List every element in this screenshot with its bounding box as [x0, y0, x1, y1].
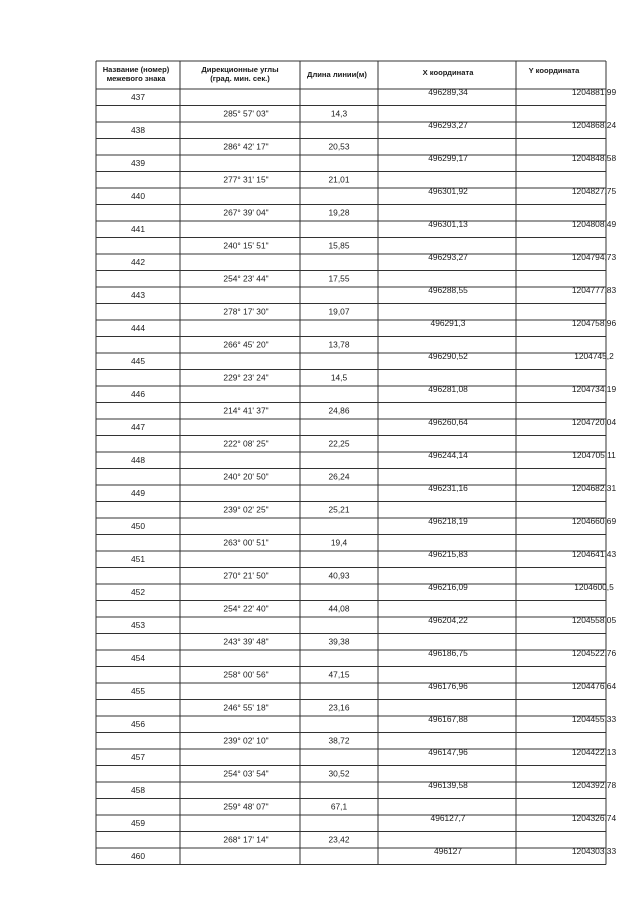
- point-name: 444: [131, 323, 145, 333]
- header-name-line2: межевого знака: [106, 74, 166, 83]
- point-x-coordinate: 496299,17: [428, 153, 468, 163]
- segment-length: 24,86: [328, 405, 350, 416]
- point-x-coordinate: 496186,75: [428, 648, 468, 658]
- segment-direction-angle: 266° 45' 20": [223, 339, 269, 350]
- point-x-coordinate: 496293,27: [428, 120, 468, 130]
- point-name: 457: [131, 752, 145, 762]
- point-name: 451: [131, 554, 145, 564]
- point-name: 443: [131, 290, 145, 300]
- point-name: 437: [131, 92, 145, 102]
- point-x-coordinate: 496215,83: [428, 549, 468, 559]
- point-name: 455: [131, 686, 145, 696]
- table-body: [131, 87, 616, 861]
- point-x-coordinate: 496147,96: [428, 747, 468, 757]
- point-x-coordinate: 496176,96: [428, 681, 468, 691]
- point-y-coordinate: 1204720,04: [571, 417, 617, 427]
- segment-length: 19,07: [328, 306, 350, 317]
- segment-direction-angle: 267° 39' 04": [223, 207, 269, 218]
- segment-length: 30,52: [328, 768, 350, 779]
- point-x-coordinate: 496293,27: [428, 252, 468, 262]
- point-x-coordinate: 496301,13: [428, 219, 468, 229]
- point-x-coordinate: 496231,16: [428, 483, 468, 493]
- point-name: 454: [131, 653, 145, 663]
- segment-direction-angle: 239° 02' 10": [223, 735, 269, 746]
- point-x-coordinate: 496290,52: [428, 351, 468, 361]
- segment-length: 17,55: [328, 273, 350, 284]
- segment-direction-angle: 239° 02' 25": [223, 504, 269, 515]
- segment-direction-angle: 246° 55' 18": [223, 702, 269, 713]
- point-y-coordinate: 1204455,33: [571, 714, 617, 724]
- point-name: 441: [131, 224, 145, 234]
- segment-direction-angle: 254° 22' 40": [223, 603, 269, 614]
- point-y-coordinate: 1204848,58: [571, 153, 617, 163]
- segment-direction-angle: 277° 31' 15": [223, 174, 269, 185]
- segment-direction-angle: 214° 41' 37": [223, 405, 269, 416]
- point-y-coordinate: 1204794,73: [571, 252, 617, 262]
- point-x-coordinate: 496204,22: [428, 615, 468, 625]
- segment-direction-angle: 286° 42' 17": [223, 141, 269, 152]
- point-y-coordinate: 1204827,75: [571, 186, 617, 196]
- segment-length: 14,3: [330, 108, 348, 119]
- segment-length: 23,42: [328, 834, 350, 845]
- point-x-coordinate: 496127: [434, 846, 462, 856]
- point-name: 449: [131, 488, 145, 498]
- point-name: 452: [131, 587, 145, 597]
- segment-length: 67,1: [330, 801, 348, 812]
- segment-direction-angle: 259° 48' 07": [223, 801, 269, 812]
- header-name-line1: Название (номер): [102, 65, 170, 74]
- point-y-coordinate: 1204303,33: [571, 846, 617, 856]
- segment-direction-angle: 285° 57' 03": [223, 108, 269, 119]
- point-x-coordinate: 496167,88: [428, 714, 468, 724]
- point-name: 459: [131, 818, 145, 828]
- segment-length: 19,28: [328, 207, 350, 218]
- table-header: [103, 65, 580, 83]
- point-name: 447: [131, 422, 145, 432]
- point-name: 458: [131, 785, 145, 795]
- segment-direction-angle: 229° 23' 24": [223, 372, 269, 383]
- point-y-coordinate: 1204777,83: [571, 285, 617, 295]
- point-y-coordinate: 1204868,24: [571, 120, 617, 130]
- header-x-coordinate: X координата: [422, 68, 474, 77]
- segment-length: 19,4: [330, 537, 348, 548]
- segment-length: 40,93: [328, 570, 350, 581]
- point-x-coordinate: 496301,92: [428, 186, 468, 196]
- segment-direction-angle: 263° 00' 51": [223, 537, 269, 548]
- segment-length: 14,5: [330, 372, 348, 383]
- segment-length: 26,24: [328, 471, 350, 482]
- segment-direction-angle: 240° 15' 51": [223, 240, 269, 251]
- segment-direction-angle: 270° 21' 50": [223, 570, 269, 581]
- segment-direction-angle: 278° 17' 30": [223, 306, 269, 317]
- segment-direction-angle: 240° 20' 50": [223, 471, 269, 482]
- segment-length: 25,21: [328, 504, 350, 515]
- header-y-coordinate: Y координата: [528, 66, 580, 75]
- segment-direction-angle: 243° 39' 48": [223, 636, 269, 647]
- segment-direction-angle: 258° 00' 56": [223, 669, 269, 680]
- point-name: 446: [131, 389, 145, 399]
- segment-length: 21,01: [328, 174, 350, 185]
- point-x-coordinate: 496127,7: [430, 813, 466, 823]
- point-y-coordinate: 1204758,96: [571, 318, 617, 328]
- segment-length: 22,25: [328, 438, 350, 449]
- point-x-coordinate: 496281,08: [428, 384, 468, 394]
- point-name: 456: [131, 719, 145, 729]
- point-y-coordinate: 1204734,19: [571, 384, 617, 394]
- segment-direction-angle: 254° 03' 54": [223, 768, 269, 779]
- point-x-coordinate: 496260,64: [428, 417, 468, 427]
- segment-length: 39,38: [328, 636, 350, 647]
- point-y-coordinate: 1204881,99: [571, 87, 617, 97]
- point-x-coordinate: 496244,14: [428, 450, 468, 460]
- point-y-coordinate: 1204326,74: [571, 813, 617, 823]
- segment-direction-angle: 254° 23' 44": [223, 273, 269, 284]
- segment-length: 13,78: [328, 339, 350, 350]
- point-x-coordinate: 496218,19: [428, 516, 468, 526]
- segment-direction-angle: 222° 08' 25": [223, 438, 269, 449]
- point-name: 460: [131, 851, 145, 861]
- header-length: Длина линии(м): [307, 70, 367, 79]
- point-x-coordinate: 496216,09: [428, 582, 468, 592]
- point-x-coordinate: 496291,3: [430, 318, 466, 328]
- point-name: 445: [131, 356, 145, 366]
- point-name: 442: [131, 257, 145, 267]
- segment-length: 15,85: [328, 240, 350, 251]
- point-y-coordinate: 1204682,31: [571, 483, 617, 493]
- point-y-coordinate: 1204808,49: [571, 219, 617, 229]
- point-y-coordinate: 1204600,5: [574, 582, 614, 592]
- segment-length: 20,53: [328, 141, 350, 152]
- point-y-coordinate: 1204660,69: [571, 516, 617, 526]
- point-y-coordinate: 1204476,64: [571, 681, 617, 691]
- point-name: 453: [131, 620, 145, 630]
- point-y-coordinate: 1204522,76: [571, 648, 617, 658]
- point-name: 450: [131, 521, 145, 531]
- point-y-coordinate: 1204392,78: [571, 780, 617, 790]
- segment-length: 47,15: [328, 669, 350, 680]
- table-grid: [96, 61, 606, 865]
- point-name: 439: [131, 158, 145, 168]
- point-name: 440: [131, 191, 145, 201]
- point-y-coordinate: 1204705,11: [572, 450, 616, 460]
- segment-length: 44,08: [328, 603, 350, 614]
- point-y-coordinate: 1204641,43: [571, 549, 617, 559]
- segment-length: 23,16: [328, 702, 350, 713]
- point-x-coordinate: 496288,55: [428, 285, 468, 295]
- segment-direction-angle: 268° 17' 14": [223, 834, 269, 845]
- point-name: 438: [131, 125, 145, 135]
- point-name: 448: [131, 455, 145, 465]
- point-y-coordinate: 1204422,13: [571, 747, 617, 757]
- header-angle-line2: (град. мин. сек.): [210, 74, 270, 83]
- point-y-coordinate: 1204558,05: [571, 615, 617, 625]
- point-y-coordinate: 1204745,2: [574, 351, 614, 361]
- header-angle-line1: Дирекционные углы: [201, 65, 279, 74]
- point-x-coordinate: 496289,34: [428, 87, 468, 97]
- segment-length: 38,72: [328, 735, 350, 746]
- point-x-coordinate: 496139,58: [428, 780, 468, 790]
